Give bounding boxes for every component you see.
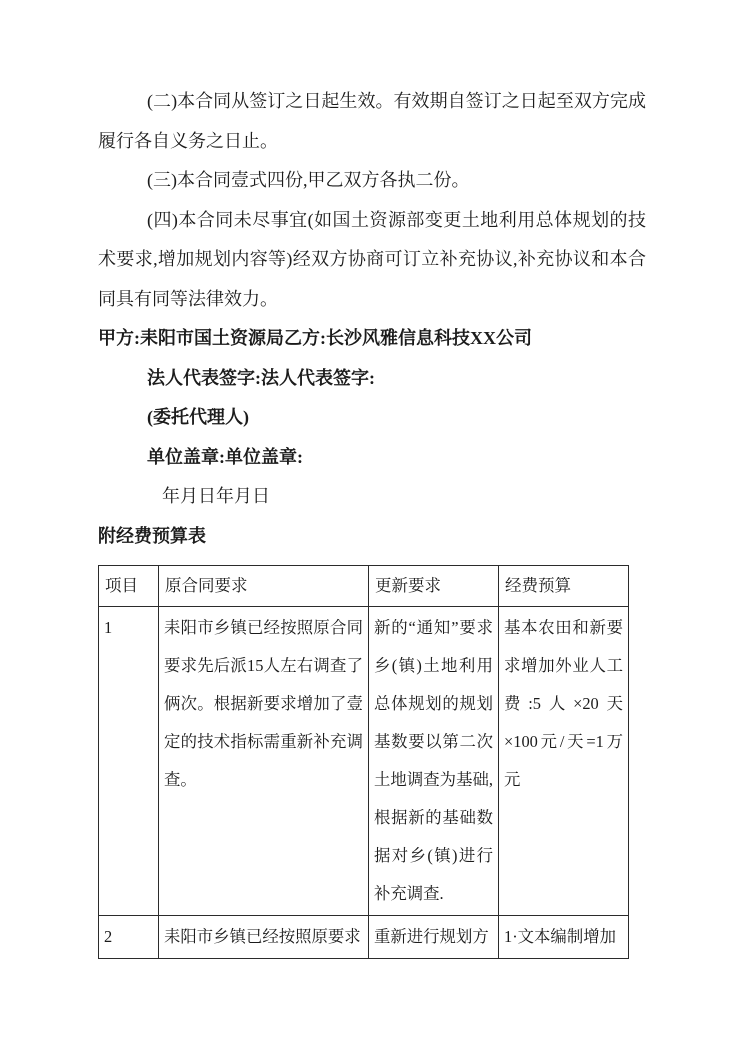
table-cell-updated-requirement: 重新进行规划方 — [369, 916, 499, 959]
budget-table — [98, 565, 629, 959]
table-header-row — [99, 566, 629, 607]
clause-3-paragraph: (三)本合同壹式四份,甲乙双方各执二份。 — [147, 170, 470, 190]
clause-4-paragraph: (四)本合同未尽事宜(如国土资源部变更土地利用总体规划的技术要求,增加规划内容等)经双方协商可订立补充协议,补充协议和本合同具有同等法律效力。 — [98, 209, 646, 309]
clause-2-paragraph: (二)本合同从签订之日起生效。有效期自签订之日起至双方完成履行各自义务之日止。 — [98, 91, 646, 151]
table-cell-budget: 1·文本编制增加 — [499, 916, 629, 959]
budget-table-title: 附经费预算表 — [98, 525, 206, 546]
unit-seal-line: 单位盖章:单位盖章: — [147, 446, 303, 467]
table-header-budget: 经费预算 — [499, 566, 629, 607]
date-line: 年月日年月日 — [162, 486, 270, 506]
party-names-line: 甲方:耒阳市国土资源局乙方:长沙风雅信息科技XX公司 — [98, 328, 532, 348]
legal-representative-signature-line: 法人代表签字:法人代表签字: — [147, 367, 375, 388]
table-header-item-no: 项目 — [99, 566, 159, 607]
entrusted-agent-line: (委托代理人) — [147, 407, 249, 427]
table-cell-item-no: 1 — [99, 607, 159, 916]
table-cell-updated-requirement: 新的“通知”要求乡(镇)土地利用总体规划的规划基数要以第二次土地调查为基础,根据新的基础数据对乡(镇)进行补充调查. — [369, 607, 499, 916]
table-cell-item-no: 2 — [99, 916, 159, 959]
table-header-original-contract-requirement: 原合同要求 — [159, 566, 369, 607]
table-cell-original-requirement: 耒阳市乡镇已经按照原合同要求先后派15人左右调查了俩次。根据新要求增加了壹定的技术指标需重新补充调查。 — [159, 607, 369, 916]
table-cell-budget: 基本农田和新要求增加外业人工费:5人×20天×100元/天=1万元 — [499, 607, 629, 916]
table-cell-original-requirement: 耒阳市乡镇已经按照原要求 — [159, 916, 369, 959]
table-row — [99, 916, 629, 959]
table-header-updated-requirement: 更新要求 — [369, 566, 499, 607]
table-row — [99, 607, 629, 916]
